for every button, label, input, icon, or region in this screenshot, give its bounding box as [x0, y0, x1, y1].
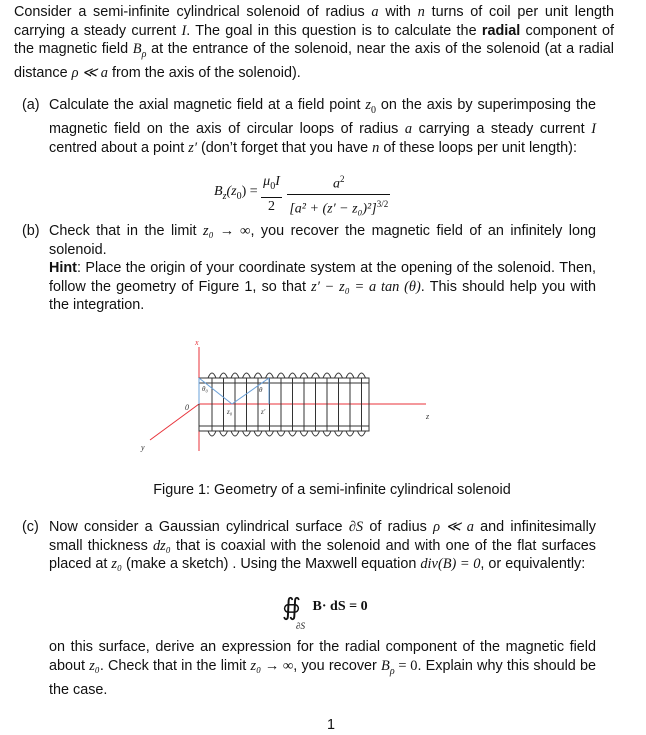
intro-text: at the entrance of the solenoid, near the axis of the solenoid (at a radial distance	[14, 41, 614, 82]
math-B: B	[381, 657, 390, 674]
text: : Place the origin of your coordinate system at the opening of the solenoid. Then, follow the geometry of Figure 1, so that	[49, 260, 596, 295]
coil-loop-top	[323, 373, 331, 378]
coil-loop-top	[208, 373, 216, 378]
coil-loop-top	[346, 373, 354, 378]
part-label: (a)	[22, 97, 40, 113]
coil-loop-bottom	[208, 431, 216, 436]
text: Check that in the limit	[49, 223, 204, 239]
guide-theta	[232, 378, 269, 404]
figure-caption: Figure 1: Geometry of a semi-infinite cylindrical solenoid	[153, 482, 511, 498]
math-n: n	[417, 4, 425, 20]
text: of radius	[363, 519, 434, 535]
coil-loop-bottom	[277, 431, 285, 436]
equation-axial-field	[214, 170, 390, 219]
text: of these loops per unit length):	[379, 139, 577, 156]
axis-label-x: x	[195, 338, 199, 347]
eq-arg: (z	[226, 184, 237, 199]
math-condition: ρ ≪ a	[433, 519, 474, 535]
frac-num-sub: 0	[270, 181, 276, 193]
text: that is coaxial with the solenoid and with one of the flat surfaces placed at	[49, 537, 596, 572]
frac-num-sup: 2	[340, 174, 345, 184]
math-n: n	[372, 139, 380, 156]
math-rho-sub: ρ	[389, 665, 395, 677]
part-c-text	[49, 518, 596, 574]
label-z0: z₀	[227, 408, 233, 416]
coil-loop-bottom	[323, 431, 331, 436]
math-I: I	[591, 121, 596, 138]
text: . Explain why this should be the case.	[49, 657, 596, 698]
eq-body: B· dS = 0	[312, 599, 368, 614]
frac-num: a	[333, 176, 341, 192]
part-label: (c)	[22, 519, 39, 535]
axes	[150, 347, 426, 451]
intro-paragraph	[14, 3, 614, 83]
part-a	[22, 96, 596, 157]
intro-text: with	[378, 4, 418, 20]
math-a: a	[371, 4, 379, 20]
math-div: div(B) = 0	[420, 556, 481, 572]
coil-loop-bottom	[254, 431, 262, 436]
text: (make a sketch) . Using the Maxwell equation	[122, 556, 421, 572]
coil-loop-bottom	[243, 431, 251, 436]
math-equals-zero: = 0	[394, 657, 418, 674]
coil-loop-top	[243, 373, 251, 378]
coil-loop-top	[289, 373, 297, 378]
text: carrying a steady current	[412, 121, 592, 138]
eq-equals: ) =	[241, 184, 258, 199]
integral-sub: ∂S	[296, 621, 305, 631]
coil-loop-top	[254, 373, 262, 378]
text: , you recover	[293, 657, 382, 674]
part-a-text	[49, 96, 596, 157]
axis-label-y: y	[141, 443, 145, 452]
intro-text: . The goal in this question is to calculate the	[186, 22, 482, 39]
text: on this surface, derive an expression for the radial component of the magnetic field about	[49, 639, 596, 674]
axis-label-z: z	[426, 412, 430, 421]
coil-loop-bottom	[300, 431, 308, 436]
y-axis-line	[150, 404, 199, 440]
coil-loop-top	[231, 373, 239, 378]
frac-num-I: I	[275, 174, 280, 190]
intro-text: turns of coil per unit length carrying a steady current	[14, 4, 614, 39]
text: . This should help you with the integration.	[49, 278, 596, 313]
coil-loop-top	[312, 373, 320, 378]
coil-loop-top	[277, 373, 285, 378]
math-z0: z₀	[89, 657, 100, 674]
part-c-continued	[49, 638, 596, 699]
text: . Check that in the limit	[99, 657, 251, 674]
math-z: z	[365, 97, 371, 113]
intro-text: from the axis of the solenoid).	[107, 65, 301, 82]
math-zprime: z′	[188, 139, 197, 156]
math-a: a	[404, 121, 413, 138]
math-rho-sub: ρ	[141, 48, 147, 60]
math-sub: 0	[371, 104, 376, 116]
coil-loop-bottom	[220, 431, 228, 436]
text: Calculate the axial magnetic field at a field point	[49, 97, 366, 113]
frac-den-sup: 3/2	[376, 199, 389, 210]
label-theta0: θ₀	[202, 385, 208, 393]
part-b-text	[49, 222, 596, 315]
math-dz: dz₀	[152, 537, 171, 554]
fraction-geometry	[287, 170, 390, 219]
text: on the axis by superimposing the magnetic field on the axis of circular loops of radius	[49, 97, 596, 138]
text: , or equivalently:	[480, 556, 586, 572]
coil-loop-top	[220, 373, 228, 378]
math-limit: z₀ → ∞	[250, 657, 294, 674]
coil-loop-top	[335, 373, 343, 378]
coil-loop-top	[300, 373, 308, 378]
coil-loop-bottom	[335, 431, 343, 436]
intro-text: Consider a semi-infinite cylindrical solenoid of radius	[14, 4, 372, 20]
part-b	[22, 222, 596, 315]
text: (don’t forget that you have	[196, 139, 373, 156]
coil-loop-top	[266, 373, 274, 378]
coil-loop-bottom	[231, 431, 239, 436]
surface-integral-icon: ∯ ∂S	[282, 598, 301, 618]
math-I: I	[181, 22, 187, 39]
label-zprime: z′	[261, 408, 266, 416]
coil-loop-bottom	[346, 431, 354, 436]
fraction-mu0-I	[261, 173, 282, 216]
coil-loop-bottom	[289, 431, 297, 436]
eq-lhs-sub: z	[222, 190, 227, 202]
figure-solenoid	[0, 335, 646, 475]
equation-gauss	[282, 595, 368, 631]
text: , you recover the magnetic field of an infinitely long solenoid.	[49, 223, 597, 258]
origin-label: 0	[185, 403, 189, 412]
frac-num: μ	[263, 174, 271, 190]
math-z0: z₀	[111, 556, 123, 572]
text: Now consider a Gaussian cylindrical surface	[49, 519, 349, 535]
math-relation: z′ − z₀ = a tan (θ)	[311, 278, 421, 295]
text: centred about a point	[49, 139, 189, 156]
label-theta: θ	[259, 386, 263, 394]
coil-loop-bottom	[266, 431, 274, 436]
eq-arg-sub: 0	[236, 190, 242, 202]
math-limit: z₀ → ∞	[203, 223, 251, 239]
hint-label: Hint	[49, 260, 77, 276]
math-dS: ∂S	[348, 519, 364, 535]
frac-den: 2	[268, 198, 275, 214]
intro-bold-radial: radial	[481, 22, 521, 39]
frac-den: [a² + (z′ − z₀)²]	[289, 201, 377, 217]
intro-text: component of the magnetic field	[14, 22, 614, 57]
part-label: (b)	[22, 223, 40, 239]
math-condition: ρ ≪ a	[71, 65, 108, 82]
text: and infinitesimally small thickness	[49, 519, 596, 554]
eq-lhs: B	[214, 184, 223, 199]
math-B: B	[132, 41, 142, 57]
coil-loop-bottom	[358, 431, 366, 436]
part-c	[22, 518, 596, 574]
page-number: 1	[326, 717, 335, 733]
coil-loop-top	[358, 373, 366, 378]
coil-loop-bottom	[312, 431, 320, 436]
